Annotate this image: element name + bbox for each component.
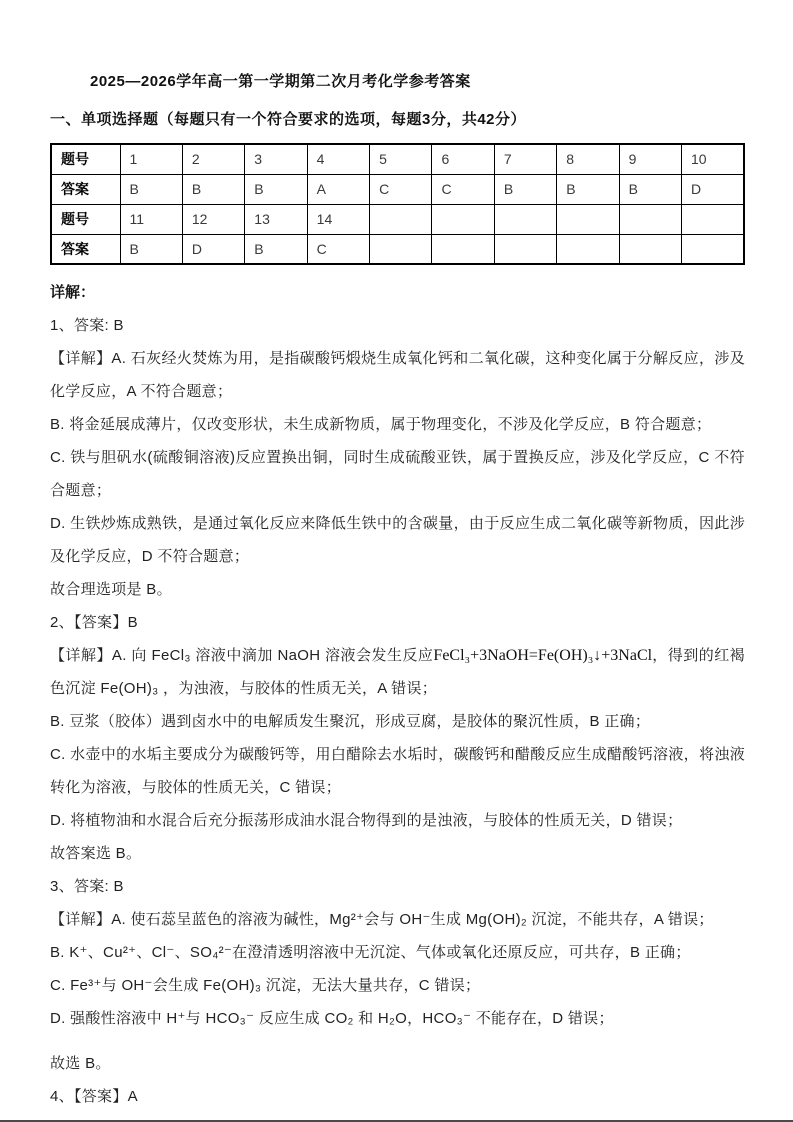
- table-cell: B: [182, 174, 244, 204]
- table-cell: 6: [432, 144, 494, 174]
- table-cell: C: [307, 234, 369, 264]
- q2-option-b-explanation: B. 豆浆（胶体）遇到卤水中的电解质发生聚沉，形成豆腐，是胶体的聚沉性质，B 正确；: [50, 713, 651, 730]
- q3-option-d-explanation: D. 强酸性溶液中 H⁺与 HCO₃⁻ 反应生成 CO₂ 和 H₂O，HCO₃⁻ 不能存在，D 错误；: [50, 1010, 614, 1027]
- q2-conclusion: 故答案选 B。: [50, 845, 142, 862]
- table-cell: 4: [307, 144, 369, 174]
- table-cell: [682, 204, 744, 234]
- q1-option-c-explanation: C. 铁与胆矾水(硫酸铜溶液)反应置换出铜，同时生成硫酸亚铁，属于置换反应，涉及化学反应，C 不符合题意；: [50, 449, 745, 499]
- row-header: 题号: [51, 144, 120, 174]
- table-cell: [432, 234, 494, 264]
- q2-a-text-pre: 【详解】A. 向 FeCl₃ 溶液中滴加 NaOH 溶液会发生反应: [50, 647, 434, 664]
- table-cell: A: [307, 174, 369, 204]
- table-cell: 3: [245, 144, 307, 174]
- table-cell: B: [494, 174, 556, 204]
- row-header: 题号: [51, 204, 120, 234]
- q1-option-d-explanation: D. 生铁炒炼成熟铁，是通过氧化反应来降低生铁中的含碳量，由于反应生成二氧化碳等新物质，因此涉及化学反应，D 不符合题意；: [50, 515, 745, 565]
- table-cell: B: [120, 234, 182, 264]
- table-cell: 1: [120, 144, 182, 174]
- q1-option-a-explanation: 【详解】A. 石灰经火焚炼为用，是指碳酸钙煅烧生成氧化钙和二氧化碳，这种变化属于分解反应，涉及化学反应，A 不符合题意；: [50, 350, 745, 400]
- table-cell: 11: [120, 204, 182, 234]
- q2-answer-line: 2、【答案】B: [50, 614, 138, 631]
- q1-conclusion: 故合理选项是 B。: [50, 581, 172, 598]
- q4-answer-line: 4、【答案】A: [50, 1088, 138, 1105]
- table-row-question-numbers-1: [51, 144, 744, 174]
- detail-section-label: 详解：: [50, 284, 96, 301]
- q1-answer-line: 1、答案: B: [50, 317, 124, 334]
- table-cell: [370, 204, 432, 234]
- table-cell: 8: [557, 144, 619, 174]
- table-cell: [682, 234, 744, 264]
- answer-table: [50, 143, 745, 265]
- table-cell: [494, 234, 556, 264]
- table-cell: [370, 234, 432, 264]
- table-cell: [619, 234, 681, 264]
- table-cell: 14: [307, 204, 369, 234]
- q2-option-c-explanation: C. 水壶中的水垢主要成分为碳酸钙等，用白醋除去水垢时，碳酸钙和醋酸反应生成醋酸钙溶液，将浊液转化为溶液，与胶体的性质无关，C 错误；: [50, 746, 745, 796]
- table-cell: 13: [245, 204, 307, 234]
- table-cell: C: [370, 174, 432, 204]
- q2-a-text-post: ，得到的红褐色沉淀 Fe(OH)₃ ，为浊液，与胶体的性质无关，A 错误；: [50, 647, 745, 697]
- table-cell: [557, 234, 619, 264]
- q3-conclusion: 故选 B。: [50, 1055, 111, 1072]
- table-cell: B: [245, 174, 307, 204]
- table-cell: 12: [182, 204, 244, 234]
- q2-option-d-explanation: D. 将植物油和水混合后充分振荡形成油水混合物得到的是浊液，与胶体的性质无关，D 错误；: [50, 812, 683, 829]
- table-cell: [557, 204, 619, 234]
- table-cell: [432, 204, 494, 234]
- table-cell: 2: [182, 144, 244, 174]
- table-row-answers-2: [51, 234, 744, 264]
- table-cell: B: [120, 174, 182, 204]
- chemical-equation: FeCl₃+3NaOH=Fe(OH)₃↓+3NaCl: [433, 647, 653, 664]
- q2-option-a-explanation: [50, 639, 745, 705]
- table-cell: [494, 204, 556, 234]
- section-heading: 一、单项选择题（每题只有一个符合要求的选项，每题3分，共42分）: [50, 111, 527, 128]
- table-row-answers-1: [51, 174, 744, 204]
- row-header: 答案: [51, 234, 120, 264]
- table-cell: D: [682, 174, 744, 204]
- table-cell: B: [557, 174, 619, 204]
- q3-option-a-explanation: 【详解】A. 使石蕊呈蓝色的溶液为碱性，Mg²⁺会与 OH⁻生成 Mg(OH)₂ 沉淀，不能共存，A 错误；: [50, 911, 714, 928]
- row-header: 答案: [51, 174, 120, 204]
- table-row-question-numbers-2: [51, 204, 744, 234]
- table-cell: 10: [682, 144, 744, 174]
- document-title: 2025—2026学年高一第一学期第二次月考化学参考答案: [90, 73, 471, 90]
- table-cell: B: [245, 234, 307, 264]
- q3-option-c-explanation: C. Fe³⁺与 OH⁻会生成 Fe(OH)₃ 沉淀，无法大量共存，C 错误；: [50, 977, 481, 994]
- table-cell: 9: [619, 144, 681, 174]
- table-cell: C: [432, 174, 494, 204]
- q3-option-b-explanation: B. K⁺、Cu²⁺、Cl⁻、SO₄²⁻在澄清透明溶液中无沉淀、气体或氧化还原反应，可共存，B 正确；: [50, 944, 691, 961]
- q3-answer-line: 3、答案: B: [50, 878, 124, 895]
- table-cell: B: [619, 174, 681, 204]
- table-cell: 7: [494, 144, 556, 174]
- table-cell: [619, 204, 681, 234]
- table-cell: 5: [370, 144, 432, 174]
- q1-option-b-explanation: B. 将金延展成薄片，仅改变形状，未生成新物质，属于物理变化，不涉及化学反应，B 符合题意；: [50, 416, 712, 433]
- table-cell: D: [182, 234, 244, 264]
